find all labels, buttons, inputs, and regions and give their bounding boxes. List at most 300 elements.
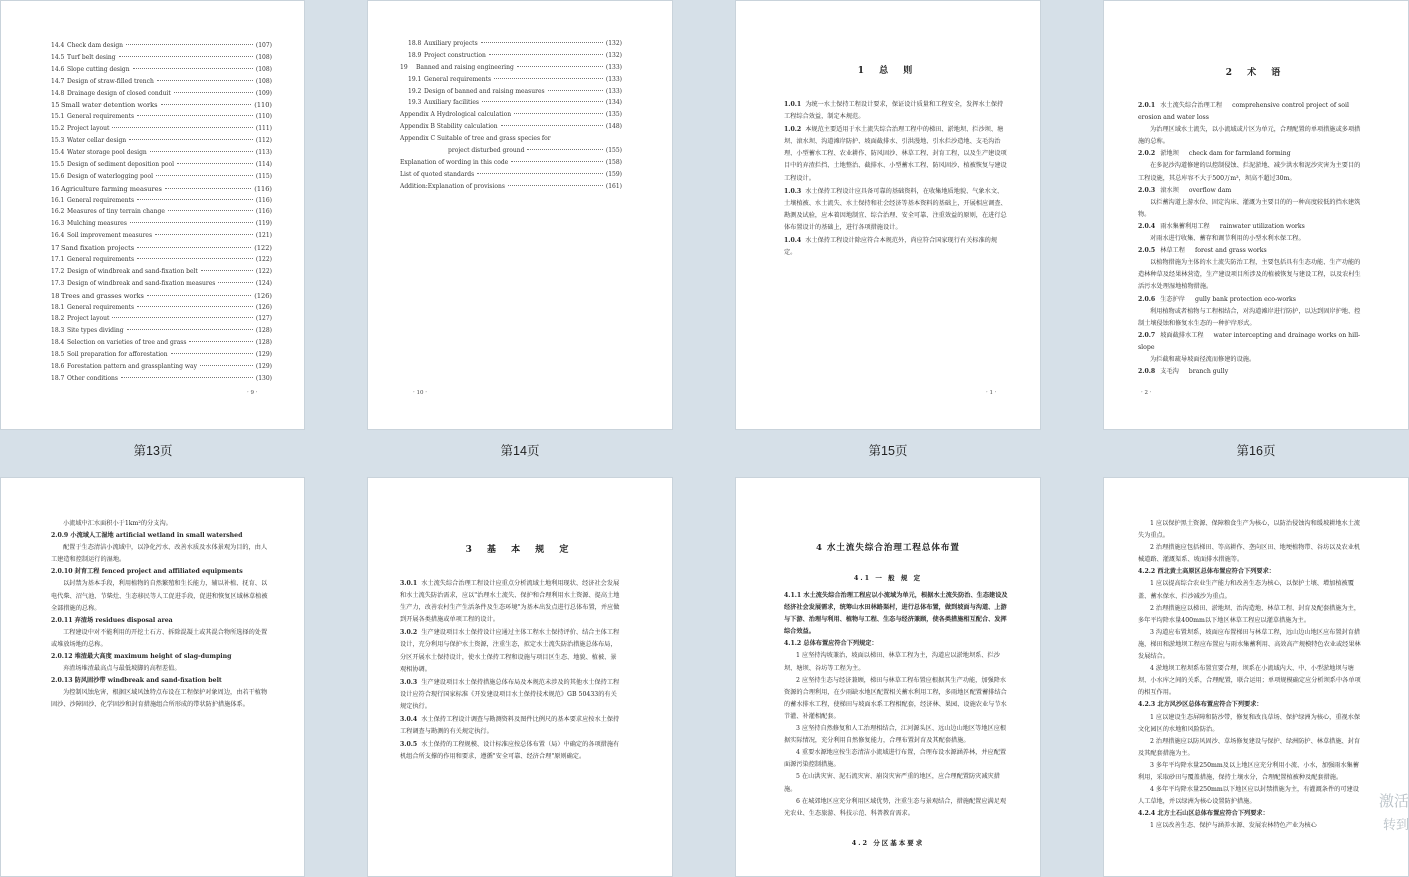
toc-title: Design of windbreak and sand-fixation measures <box>67 279 216 287</box>
toc-entry <box>400 98 622 110</box>
page-thumbnail-15[interactable] <box>735 0 1041 430</box>
body-text <box>1138 518 1364 832</box>
toc-dot-leader <box>157 80 253 81</box>
chapter-title: 2 术 语 <box>1225 68 1287 78</box>
toc-entry <box>400 110 622 122</box>
toc-title: Turf belt desing <box>67 53 116 61</box>
text-paragraph: 6 在城郊地区应充分利用区域优势，注重生态与景观结合，措施配置应满足观光农业、生态旅游、科技示范、科普教育需求。 <box>784 797 1007 817</box>
toc-title: Appendix C Suitable of tree and grass species for <box>400 135 551 143</box>
toc-entry <box>51 255 272 267</box>
term-definition: 为拦截和疏导坡面径流而修建的设施。 <box>1150 355 1256 363</box>
toc-number: 17.3 <box>51 279 65 287</box>
toc-entry <box>51 362 272 374</box>
clause <box>400 714 622 738</box>
toc-page: (155) <box>605 147 622 155</box>
toc-number: 18.5 <box>51 351 65 359</box>
toc-entry <box>51 124 272 136</box>
page-thumbnail-17[interactable] <box>0 477 305 877</box>
toc-entry <box>51 374 272 386</box>
text-paragraph: 为控制风蚀危害，根据区域风蚀特点布设在工程保护对象周边，由若干植物固沙、沙障固沙、化学固沙和封育措施组合所形成的带状防护措施体系。 <box>51 689 268 709</box>
toc-page: (121) <box>255 232 272 240</box>
toc-title: General requirements <box>424 75 492 83</box>
toc-dot-leader <box>171 353 253 354</box>
term-english: comprehensive control project of soil erosion and water loss <box>1138 102 1349 122</box>
clause-number: 1.0.4 <box>784 237 802 245</box>
text-paragraph: 1 应以保护黑土资源、保障粮食生产为核心，以防治侵蚀沟和缓坡耕地水土流失为重点。 <box>1138 520 1361 540</box>
term-number: 2.0.5 <box>1138 247 1156 255</box>
text-paragraph: 弃渣场堆渣最高点与最低坡脚的高程差值。 <box>63 665 181 673</box>
body-text <box>784 99 1008 260</box>
toc-title: Auxiliary projects <box>424 40 478 47</box>
clause-number: 3.0.2 <box>400 629 418 637</box>
toc-page: (134) <box>605 99 622 107</box>
toc-dot-leader <box>165 188 251 189</box>
toc-dot-leader <box>177 163 253 164</box>
toc-dot-leader <box>527 149 602 150</box>
toc-dot-leader <box>155 234 253 235</box>
toc-title: Banned and raising engineering <box>416 63 514 71</box>
toc-dot-leader <box>137 306 253 307</box>
clause-number: 1.0.3 <box>784 187 802 195</box>
text-paragraph: 1 应以提高综合农业生产能力和改善生态为核心，以保护土壤、增加植被覆盖、蓄水保水、拦沙减沙为重点。 <box>1138 580 1354 600</box>
toc-dot-leader <box>477 173 603 174</box>
term-definition: 以植物措施为主体的水土流失防治工程，主要包括具有生态功能、生产功能的造林种草及经果林营造，生产建设项目所涉及的植被恢复与建设工程，以及农村生活污水处理湿地植物措施。 <box>1138 259 1361 291</box>
toc-entry <box>51 231 272 243</box>
toc-entry <box>400 87 622 99</box>
toc-title: Project construction <box>424 51 486 59</box>
toc-dot-leader <box>501 125 603 126</box>
toc-page: (128) <box>255 327 272 335</box>
toc-page: (111) <box>255 125 272 133</box>
toc-dot-leader <box>126 44 253 45</box>
toc-entry: 16 Agriculture farming measures (116) <box>51 184 272 193</box>
body-text <box>1138 100 1364 378</box>
term-heading <box>1138 185 1364 197</box>
toc-page: (107) <box>255 42 272 49</box>
toc-title: Project layout <box>67 125 110 133</box>
toc-title: Addition:Explanation of provisions <box>400 182 505 190</box>
toc-title: Water storage pool design <box>67 149 147 157</box>
toc-title: Appendix B Stability calculation <box>400 123 498 131</box>
toc-entry <box>400 75 622 87</box>
toc-number: 14.6 <box>51 65 65 73</box>
toc-dot-leader <box>168 210 253 211</box>
toc-page: (108) <box>255 77 272 85</box>
toc-dot-leader <box>130 222 253 223</box>
toc-dot-leader <box>112 317 252 318</box>
toc-title: Agriculture farming measures <box>61 184 162 193</box>
clause <box>400 677 622 713</box>
toc-page: (133) <box>605 63 622 71</box>
toc-dot-leader <box>112 127 252 128</box>
toc-page: (161) <box>605 182 622 190</box>
clause-text: 水土保持的工程规模、设计标准应按总体布置（局）中确定的各项措施有机组合所支撑的作用和要求，遵循"安全可靠、经济合理"原则确定。 <box>400 741 620 761</box>
toc-entry <box>400 51 622 63</box>
term-heading <box>1138 148 1364 160</box>
toc-dot-leader <box>189 341 252 342</box>
toc-number: 18.1 <box>51 303 65 311</box>
toc-page: (116) <box>255 196 272 204</box>
toc-dot-leader <box>511 161 603 162</box>
term-heading <box>1138 100 1364 124</box>
toc-dot-leader <box>133 68 253 69</box>
toc-number: 19.2 <box>408 87 422 95</box>
text-paragraph: 配置于生态清洁小流域中，以净化污水、改善水质及水体景观为目的，由人工建造和控制运行的湿地。 <box>51 544 268 564</box>
chapter-title: 4 水土流失综合治理工程总体布置 <box>816 543 960 553</box>
clause-text: 生产建设项目水土保持设计应通过主体工程水土保持评价、结合主体工程设计，充分利用与保护水土资源，注重生态，拟定水土流失防治措施总体布局，分区开展水土保持设计，使水土保持工程和设施与项目区生态、地貌、植被、景观相协调。 <box>400 629 620 673</box>
text-paragraph: 2.0.12 堆渣最大高度 maximum height of slag-dumping <box>51 653 232 661</box>
text-paragraph: 2.0.10 封育工程 fenced project and affiliated equipments <box>51 568 243 576</box>
toc-page: (132) <box>605 51 622 59</box>
toc-dot-leader <box>147 295 251 296</box>
toc-title: Project layout <box>67 315 110 323</box>
toc-page: (122) <box>254 244 272 253</box>
toc-page: (133) <box>605 87 622 95</box>
toc-number: 18.9 <box>408 51 422 59</box>
text-paragraph: 5 在山洪灾害、泥石流灾害、崩岗灾害严重的地区，应合理配置防灾减灾措施。 <box>784 773 1000 793</box>
text-paragraph: 2.0.11 弃渣场 residues disposal area <box>51 616 173 624</box>
toc-entry <box>51 326 272 338</box>
clause <box>784 186 1008 234</box>
toc-entry <box>51 112 272 124</box>
toc-entry <box>400 39 622 51</box>
toc-dot-leader <box>200 365 253 366</box>
toc-page: (132) <box>605 40 622 47</box>
section-title: 4.1 一 般 规 定 <box>853 574 923 582</box>
term-heading <box>1138 366 1364 378</box>
toc-dot-leader <box>137 247 251 248</box>
toc-entry <box>400 63 622 75</box>
term-english: branch gully <box>1188 368 1229 376</box>
toc-page: (129) <box>255 351 272 359</box>
term-chinese: 坡面截排水工程 <box>1160 331 1204 339</box>
clause <box>784 99 1008 123</box>
text-paragraph: 3 应坚持自然修复和人工治理相结合，江河源头区、远山边山地区等地区应根据实际情况，充分利用自然修复能力，合理布置封育及其配套措施。 <box>784 725 1007 745</box>
toc-dot-leader <box>161 104 252 105</box>
activation-watermark-line2: 转到 <box>1382 818 1409 833</box>
toc-title: project disturbed ground <box>448 147 525 155</box>
toc-number: 15.2 <box>51 125 65 133</box>
term-definition: 以拦蓄沟道上游水位、固定沟床、灌溉为主要目的的一种高度较低的挡水建筑物。 <box>1138 198 1361 218</box>
clause-number: 1.0.1 <box>784 101 802 108</box>
toc-dot-leader <box>121 377 253 378</box>
toc-entry <box>51 148 272 160</box>
toc-title: General requirements <box>67 113 135 121</box>
page-caption-13: 第13页 <box>133 444 173 458</box>
toc-number: 14.8 <box>51 89 65 97</box>
toc-number: 15.6 <box>51 172 65 180</box>
toc-title: Site types dividing <box>67 327 124 335</box>
toc-number: 16.1 <box>51 196 65 204</box>
page-thumbnail-14[interactable] <box>367 0 673 430</box>
toc-title: Design of banned and raising measures <box>424 87 545 95</box>
body-text <box>400 578 622 764</box>
term-chinese: 淤地坝 <box>1160 150 1179 158</box>
toc-number: 15.3 <box>51 137 65 145</box>
toc-dot-leader <box>514 113 603 114</box>
toc-entry <box>51 219 272 231</box>
toc-entry <box>51 41 272 53</box>
toc-page: (122) <box>255 256 272 264</box>
clause-number: 3.0.4 <box>400 716 418 724</box>
toc-title: Design of sediment deposition pool <box>67 160 175 168</box>
toc-entry <box>51 196 272 208</box>
toc-entry <box>51 338 272 350</box>
toc-title: Forestation pattern and grassplanting way <box>67 363 197 371</box>
clause-text: 生产建设项目水土保持措施总体布局及本规范未涉及的其他水土保持工程设计应符合现行国家标准《开发建设项目水土保持技术规范》GB 50433的有关规定执行。 <box>400 678 620 710</box>
toc-title: Trees and grasses works <box>61 291 144 300</box>
clause <box>400 578 622 626</box>
toc-number: 19 <box>400 63 408 71</box>
toc-number: 15.4 <box>51 149 65 157</box>
text-paragraph: 2 治理措施应包括梯田、等高耕作、垄向区田、地埂植物带、谷坊以及农业机械道路、灌溉渠系、坡面排水措施等。 <box>1138 544 1361 564</box>
toc-title: Explanation of wording in this code <box>400 158 509 166</box>
page-thumbnail-19[interactable] <box>735 477 1041 877</box>
page-thumbnail-18[interactable] <box>367 477 673 877</box>
term-definition: 为治理区域水土流失，以小流域或片区为单元，合理配置的单项措施或多项措施的总称。 <box>1138 126 1361 146</box>
text-paragraph: 2 治理措施应以防风固沙、草场修复建设与保护、绿洲防护、林草措施、封育及其配套措施为主。 <box>1138 737 1361 757</box>
toc-number: 16.3 <box>51 220 65 228</box>
toc-entry: 17 Sand fixation projects (122) <box>51 244 272 253</box>
text-paragraph: 4.2.2 西北黄土高原区总体布置应符合下列要求： <box>1138 568 1275 576</box>
term-english: rainwater utilization works <box>1219 222 1305 230</box>
term-number: 2.0.4 <box>1138 222 1156 230</box>
toc-entry <box>51 89 272 101</box>
toc-title: Appendix A Hydrological calculation <box>400 111 512 119</box>
page-number: · 2 · <box>1141 390 1152 397</box>
toc-title: Mulching measures <box>67 220 127 228</box>
toc-entry <box>51 314 272 326</box>
toc-page: (128) <box>255 339 272 347</box>
toc-title: Auxiliary facilities <box>424 99 479 107</box>
text-paragraph: 1 应以改善生态、保护与涵养水源、发展农林特色产业为核心 <box>1150 822 1317 830</box>
term-number: 2.0.2 <box>1138 150 1156 158</box>
term-chinese: 水土流失综合治理工程 <box>1160 102 1223 109</box>
term-english: forest and grass works <box>1194 247 1267 255</box>
toc-page: (110) <box>254 101 272 110</box>
term-english: check dam for farmland forming <box>1188 150 1291 158</box>
clause-text: 水土流失综合治理工程设计应重点分析流域土地利用现状、经济社会发展和水土流失防治需求，应以"治理水土流失、保护和合理利用水土资源、提高土地生产力，改善农村生产生活条件及生态环境"为基本出发点进行总体布置，并应做到开展各类措施或单项工程的设计。 <box>400 580 620 624</box>
body-text <box>784 590 1008 820</box>
text-paragraph: 小流域中汇水面积小于1km²的分支沟。 <box>63 520 172 527</box>
toc-number: 19.3 <box>408 99 422 107</box>
toc-page: (108) <box>255 53 272 61</box>
toc-page: (158) <box>605 158 622 166</box>
term-heading <box>1138 245 1364 257</box>
toc-entry <box>400 134 622 146</box>
toc-entry <box>51 279 272 291</box>
text-paragraph: 3 沟道应布置坝系，坡面应布置梯田与林草工程，远山边山地区应布置封育措施，梯田和淤地坝工程应布置应与雨水集蓄利用、高效高产规模特色农业或经果林发展结合。 <box>1138 628 1361 661</box>
toc-number: 18.2 <box>51 315 65 323</box>
clause-text: 为统一水土保持工程设计要求，保证设计质量和工程安全，发挥水土保持工程综合效益，制定本规范。 <box>784 101 1004 121</box>
toc-page: (129) <box>255 363 272 371</box>
toc-number: 18.6 <box>51 363 65 371</box>
toc-dot-leader <box>517 66 603 67</box>
text-paragraph: 4.1.1 水土流失综合治理工程应以小流域为单元，根据水土流失防治、生态建设及经济社会发展需求，统筹山水田林路渠村，进行总体布置，做到坡面与沟道、上游与下游、治理与利用、植物与工程、生态与经济兼顾，使各类措施相互配合、发挥综合效益。 <box>784 592 1008 636</box>
text-paragraph: 2 应坚持生态与经济兼顾，梯田与林草工程布置应根据其生产功能，加强降水资源的合理利用，在少雨缺水地区配置相关蓄水利用工程，多雨地区配置蓄排结合的蓄水排水工程，使梯田与坡面水系工程相配套，经济林、果园、设施农业与节水节灌、补灌相配套。 <box>784 676 1007 720</box>
toc-page: (108) <box>255 65 272 73</box>
page-number: · 1 · <box>986 390 997 397</box>
toc-dot-leader <box>201 270 253 271</box>
page-number: · 10 · <box>413 390 427 397</box>
toc-number: 14.7 <box>51 77 65 85</box>
page-caption-14: 第14页 <box>500 444 540 458</box>
term-number: 2.0.3 <box>1138 186 1156 194</box>
text-paragraph: 4.1.2 总体布置应符合下列规定： <box>784 640 878 648</box>
clause-number: 1.0.2 <box>784 126 802 134</box>
toc-page: (130) <box>255 374 272 382</box>
clause <box>400 627 622 675</box>
text-paragraph: 4 重要水源地应按生态清洁小流域进行布置，合理布设水源涵养林，并应配置面源污染控制措施。 <box>784 749 1007 769</box>
term-english: overflow dam <box>1188 186 1232 194</box>
toc-number: 19.1 <box>408 75 422 83</box>
toc-page: (127) <box>255 315 272 323</box>
term-definition: 利用植物或者植物与工程相结合，对沟道滩岸进行防护，以达到固岸护地、控制土壤侵蚀和修复水生态的一种护岸形式。 <box>1138 307 1361 327</box>
term-definition: 在多泥沙沟道修建的以控制侵蚀、拦泥淤地、减少洪水和泥沙灾害为主要目的工程设施，其总库容不大于500万m³，坝高不超过30m。 <box>1138 162 1361 182</box>
toc-title: Soil preparation for afforestation <box>67 351 168 359</box>
toc-dot-leader <box>482 101 603 102</box>
toc-dot-leader <box>174 92 253 93</box>
toc-page: (135) <box>605 111 622 119</box>
toc-title: Other conditions <box>67 374 119 382</box>
toc-number: 18.7 <box>51 374 65 382</box>
toc-number: 15.5 <box>51 160 65 168</box>
toc-entry <box>400 170 622 182</box>
toc-entry <box>400 182 622 194</box>
term-heading <box>1138 330 1364 354</box>
toc-entry: 18 Trees and grasses works (126) <box>51 291 272 300</box>
toc-page: (115) <box>255 172 272 180</box>
toc-page: (113) <box>255 149 272 157</box>
toc-page: (110) <box>255 113 272 121</box>
clause <box>784 235 1008 259</box>
toc-dot-leader <box>489 54 603 55</box>
toc-dot-leader <box>548 90 603 91</box>
toc-entry <box>400 122 622 134</box>
toc-title: General requirements <box>67 196 135 204</box>
term-chinese: 生态护岸 <box>1160 295 1185 303</box>
text-paragraph: 4.2.3 北方风沙区总体布置应符合下列要求： <box>1138 701 1263 709</box>
text-paragraph: 4 多年平均降水量250mm以下地区应以封禁措施为主，有灌溉条件的可建设人工草地，并以绿洲为核心设置防护措施。 <box>1138 786 1359 806</box>
toc-page: (133) <box>605 75 622 83</box>
text-paragraph: 工程建设中对不能利用的开挖土石方、拆除混凝土或其混合物所选择的处置或堆放场地的总称。 <box>51 628 268 648</box>
toc-entry <box>51 207 272 219</box>
toc-dot-leader <box>508 185 603 186</box>
toc-entry <box>51 77 272 89</box>
clause-text: 水土保持工程设计应具备可靠的基础资料，在收集地质地貌、气象水文、土壤植被、水土流失、水土保持和社会经济等基本资料的基础上，开展相应调查、勘测及试验，应本着因地制宜、综合治理、安全可靠、注重效益的原则，在进行总体布置设计的基础上，进行各项措施设计。 <box>784 187 1007 231</box>
toc-list <box>400 39 622 194</box>
text-paragraph: 以封禁为基本手段，利用植物的自然繁殖和生长能力，辅以补植、抚育、以电代柴、沼气池、节柴灶、生态移民等人工促进手段，促进和恢复区域林草植被全部措施的总称。 <box>51 580 268 612</box>
toc-title: Drainage design of closed conduit <box>67 89 171 97</box>
toc-entry: 15 Small water detention works (110) <box>51 101 272 110</box>
term-definition: 对雨水进行收集、蓄存和调节利用的小型水利水保工程。 <box>1150 235 1305 243</box>
toc-number: 18.8 <box>408 40 422 47</box>
toc-entry <box>51 53 272 65</box>
text-paragraph: 1 应以建设生态屏障和防沙带，修复和改良草场、保护绿洲为核心，重视水保文化园区的水地和风险防治。 <box>1138 713 1361 733</box>
toc-dot-leader <box>481 42 603 43</box>
toc-title: Check dam design <box>67 42 124 49</box>
page-thumbnail-16[interactable] <box>1103 0 1409 430</box>
page-caption-15: 第15页 <box>868 444 908 458</box>
term-chinese: 雨水集蓄利用工程 <box>1160 222 1210 230</box>
clause-text: 本规范主要适用于水土流失综合治理工程中的梯田、淤地坝、拦沙坝、塘坝、滚水坝、沟道滩岸防护、坡面截排水、引洪漫地、引水拦沙造地、支毛沟治理、小型蓄水工程、农业耕作、防风固沙、林草工程、封育工程，以及生产建设项目中的弃渣拦挡、土地整治、截排水、小型蓄水工程、防风固沙、植被恢复与建设工程设计。 <box>784 126 1007 182</box>
toc-page: (114) <box>255 160 272 168</box>
toc-number: 14.5 <box>51 53 65 61</box>
toc-entry <box>51 267 272 279</box>
page-thumbnail-13[interactable] <box>0 0 305 430</box>
term-chinese: 滚水坝 <box>1160 186 1179 194</box>
text-paragraph: 4 淤地坝工程坝系布置宜要合理，坝系在小流域内大、中、小型淤地坝与塘坝、小水库之间的关系，合理配置，联合运用；单项规模确定应分析坝系中各单项的相互作用。 <box>1138 665 1361 697</box>
toc-dot-leader <box>218 282 252 283</box>
toc-dot-leader <box>137 258 253 259</box>
toc-title: General requirements <box>67 303 135 311</box>
text-paragraph: 2 治理措施应以梯田、淤地坝、治沟造地、林草工程、封育及配套措施为主，多年平均降水量400mm以下地区林草工程应以灌草措施为主。 <box>1138 604 1361 624</box>
page-thumbnail-20[interactable] <box>1103 477 1409 877</box>
toc-number: 18.3 <box>51 327 65 335</box>
toc-entry <box>400 146 622 158</box>
term-number: 2.0.7 <box>1138 331 1156 339</box>
toc-title: Small water detention works <box>61 101 158 110</box>
term-number: 2.0.1 <box>1138 102 1156 109</box>
toc-entry <box>51 136 272 148</box>
toc-entry <box>51 65 272 77</box>
body-text <box>51 518 272 712</box>
text-paragraph: 2.0.13 防风固沙带 windbreak and sand-fixation belt <box>51 677 222 685</box>
clause-text: 水土保持工程设计除应符合本规范外，尚应符合国家现行有关标准的规定。 <box>784 237 998 257</box>
toc-title: Water cellar design <box>67 137 127 145</box>
toc-dot-leader <box>129 139 253 140</box>
clause <box>400 739 622 763</box>
toc-title: Slope cutting design <box>67 65 130 73</box>
toc-title: List of quoted standards <box>400 170 475 178</box>
toc-page: (119) <box>255 220 272 228</box>
text-paragraph: 1 应坚持沟坡兼治，坡面以梯田、林草工程为主，沟道应以淤地坝系、拦沙坝、塘坝、谷坊等工程为主。 <box>784 652 1000 672</box>
toc-dot-leader <box>150 151 253 152</box>
text-paragraph: 3 多年平均降水量250mm及以上地区应充分利用小流、小水，加强雨水集蓄利用，采取砂田与覆盖措施，保持土壤水分，合理配置植被种及配套措施。 <box>1138 761 1359 781</box>
term-english: water intercepting and drainage works on hill-slope <box>1138 331 1361 351</box>
text-paragraph: 2.0.9 小流域人工湿地 artificial wetland in small watershed <box>51 532 243 540</box>
toc-title: Measures of tiny terrain change <box>67 208 165 216</box>
term-heading <box>1138 294 1364 306</box>
clause-text: 水土保持工程设计调查与勘测资料及图件比例尺的基本要求应按水土保持工程调查与勘测的有关规定执行。 <box>400 716 620 736</box>
toc-number: 17.2 <box>51 267 65 275</box>
toc-page: (116) <box>255 208 272 216</box>
clause-number: 3.0.5 <box>400 741 418 749</box>
toc-dot-leader <box>156 175 253 176</box>
toc-number: 17.1 <box>51 256 65 264</box>
toc-page: (122) <box>255 267 272 275</box>
toc-entry <box>51 350 272 362</box>
toc-title: Design of waterlogging pool <box>67 172 153 180</box>
toc-entry <box>400 158 622 170</box>
toc-number: 15.1 <box>51 113 65 121</box>
toc-title: Selection on varieties of tree and grass <box>67 339 187 347</box>
chapter-title: 3 基 本 规 定 <box>465 545 575 555</box>
toc-title: Design of windbreak and sand-fixation belt <box>67 267 198 275</box>
section-title: 4.2 分区基本要求 <box>851 839 925 847</box>
toc-dot-leader <box>127 329 253 330</box>
toc-entry <box>51 160 272 172</box>
toc-title: Sand fixation projects <box>61 244 135 253</box>
toc-list <box>51 41 272 386</box>
clause-number: 3.0.3 <box>400 678 418 686</box>
text-paragraph: 4.2.4 北方土石山区总体布置应符合下列要求： <box>1138 810 1269 818</box>
toc-dot-leader <box>137 115 253 116</box>
term-number: 2.0.8 <box>1138 368 1156 376</box>
term-chinese: 林草工程 <box>1160 247 1185 255</box>
toc-dot-leader <box>137 199 253 200</box>
toc-page: (124) <box>255 279 272 287</box>
